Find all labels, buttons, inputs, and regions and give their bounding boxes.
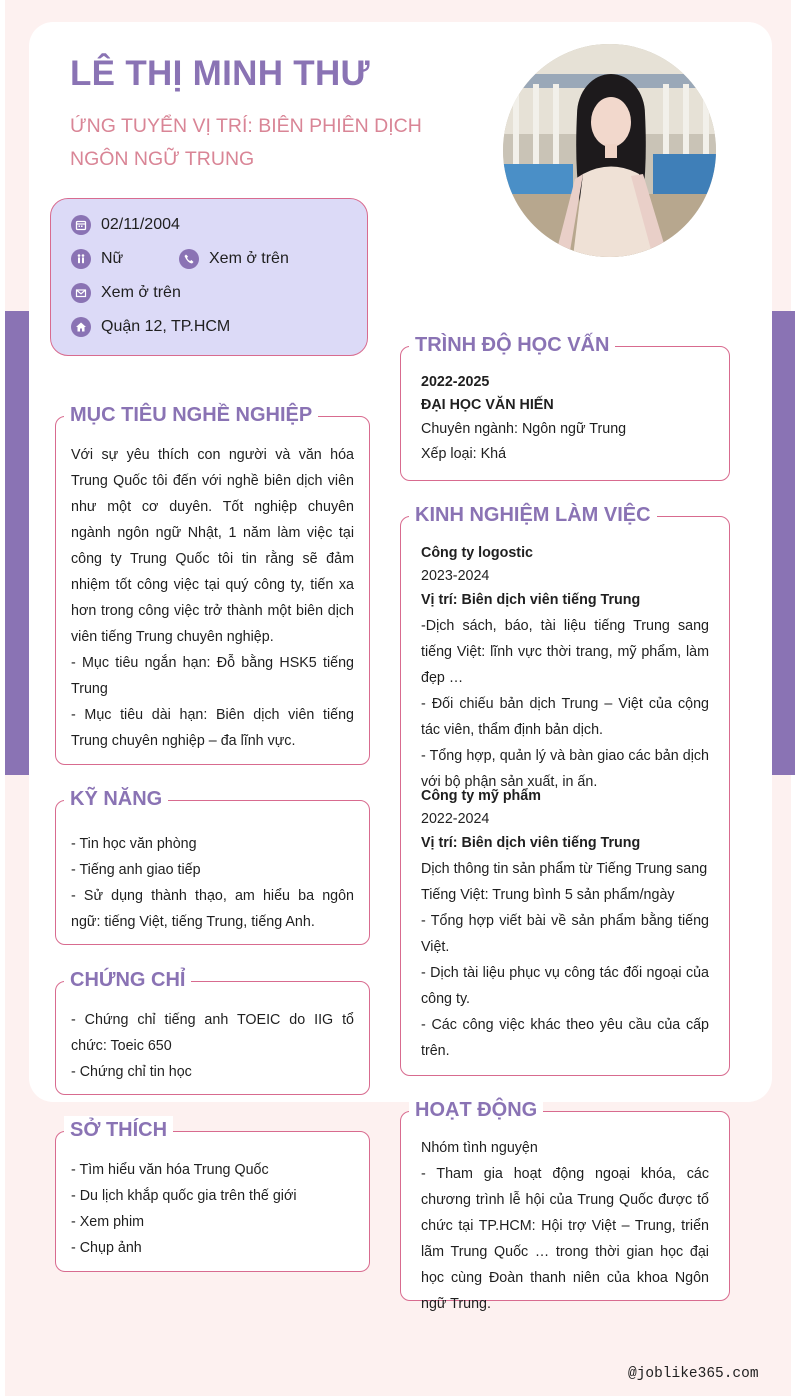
birthday-value: 02/11/2004 [101,216,180,233]
left-accent-bar [5,311,29,775]
education-title: TRÌNH ĐỘ HỌC VẤN [409,331,615,359]
mail-icon [71,283,91,303]
education-body [421,371,711,467]
skills-title: KỸ NĂNG [64,785,168,813]
birthday-row [71,215,180,235]
job-company: Công ty logostic [421,545,533,561]
job-role: Vị trí: Biên dịch viên tiếng Trung [421,835,641,851]
phone-icon [179,249,199,269]
email-row [71,283,181,303]
phone-value[interactable]: Xem ở trên [209,250,289,267]
experience-job-1 [421,541,709,795]
certificate-item: - Chứng chỉ tiếng anh TOEIC do IIG tổ chức: Toeic 650 [71,1012,354,1054]
phone-row [179,249,289,269]
job-duty: - Tổng hợp viết bài về sản phẩm bằng tiếng Việt. [421,913,709,955]
objective-short-term: - Mục tiêu ngắn hạn: Đỗ bằng HSK5 tiếng Trung [71,655,354,697]
skill-item: - Tin học văn phòng [71,836,197,852]
gender-value: Nữ [101,250,124,267]
watermark: @joblike365.com [628,1366,759,1382]
hobbies-body [71,1157,354,1261]
skill-item: - Tiếng anh giao tiếp [71,862,201,878]
job-company: Công ty mỹ phẩm [421,788,541,804]
activities-title: HOẠT ĐỘNG [409,1096,543,1124]
education-school: ĐẠI HỌC VĂN HIẾN [421,397,554,413]
objective-paragraph: Với sự yêu thích con người và văn hóa Trung Quốc tôi đến với nghề biên dịch viên như một cơ duyên. Tốt nghiệp chuyên ngành ngôn ngữ Nhật, 1 năm làm việc tại công ty Trung Quốc tôi tin rằng sẽ đảm nhiệm tốt công việc tại quý công ty, tiến xa hơn trong công việc trở thành một biên dịch viên tiếng Trung chuyên nghiệp. [71,447,354,645]
home-icon [71,317,91,337]
right-accent-bar [771,311,795,775]
job-role: Vị trí: Biên dịch viên tiếng Trung [421,592,641,608]
education-major: Chuyên ngành: Ngôn ngữ Trung [421,421,627,437]
job-duty: Dịch thông tin sản phẩm từ Tiếng Trung sang Tiếng Việt: Trung bình 5 sản phẩm/ngày [421,861,708,903]
gender-row [71,249,123,269]
objective-long-term: - Mục tiêu dài hạn: Biên dịch viên tiếng Trung chuyên nghiệp – đa lĩnh vực. [71,707,354,749]
skill-item: - Sử dụng thành thạo, am hiểu ba ngôn ngữ: tiếng Việt, tiếng Trung, tiếng Anh. [71,888,354,930]
email-value[interactable]: Xem ở trên [101,284,181,301]
skills-body [71,831,354,935]
job-period: 2022-2024 [421,811,490,827]
certificates-title: CHỨNG CHỈ [64,966,191,994]
candidate-name: LÊ THỊ MINH THƯ [70,54,370,93]
hobbies-title: SỞ THÍCH [64,1116,173,1144]
hobby-item: - Du lịch khắp quốc gia trên thế giới [71,1188,297,1204]
objective-title: MỤC TIÊU NGHỀ NGHIỆP [64,401,318,429]
activity-description: - Tham gia hoạt động ngoại khóa, các chương trình lễ hội của Trung Quốc được tổ chức tại TP.HCM: Hội trợ Việt – Trung, triển lãm Trung Quốc … trong thời gian học đại học cùng Đoàn thanh niên của khoa Ngôn ngữ Trung. [421,1166,709,1312]
hobby-item: - Xem phim [71,1214,145,1230]
job-duty: - Các công việc khác theo yêu cầu của cấp trên. [421,1017,709,1059]
hobby-item: - Tìm hiểu văn hóa Trung Quốc [71,1162,269,1178]
objective-body [71,442,354,754]
activities-body [421,1135,709,1317]
gender-icon [71,249,91,269]
calendar-icon [71,215,91,235]
address-value: Quận 12, TP.HCM [101,318,231,335]
experience-job-2 [421,784,709,1064]
certificate-item: - Chứng chỉ tin học [71,1064,192,1080]
experience-title: KINH NGHIỆM LÀM VIỆC [409,501,657,529]
education-years: 2022-2025 [421,374,490,390]
job-duty: - Dịch tài liệu phục vụ công tác đối ngoại của công ty. [421,965,709,1007]
job-duty: -Dịch sách, báo, tài liệu tiếng Trung sang tiếng Việt: lĩnh vực thời trang, mỹ phẩm, làm đẹp … [421,618,709,686]
certificates-body [71,1007,354,1085]
activity-group: Nhóm tình nguyện [421,1140,538,1156]
avatar [503,44,716,257]
address-row [71,317,230,337]
avatar-photo [503,44,716,257]
job-period: 2023-2024 [421,568,490,584]
applied-position: ỨNG TUYỂN VỊ TRÍ: BIÊN PHIÊN DỊCH NGÔN NGỮ TRUNG [70,115,422,170]
job-duty: - Tổng hợp, quản lý và bàn giao các bản dịch với bộ phận sản xuất, in ấn. [421,748,709,790]
education-rank: Xếp loại: Khá [421,446,507,462]
hobby-item: - Chụp ảnh [71,1240,142,1256]
job-duty: - Đối chiếu bản dịch Trung – Việt của cộng tác viên, thẩm định bản dịch. [421,696,709,738]
